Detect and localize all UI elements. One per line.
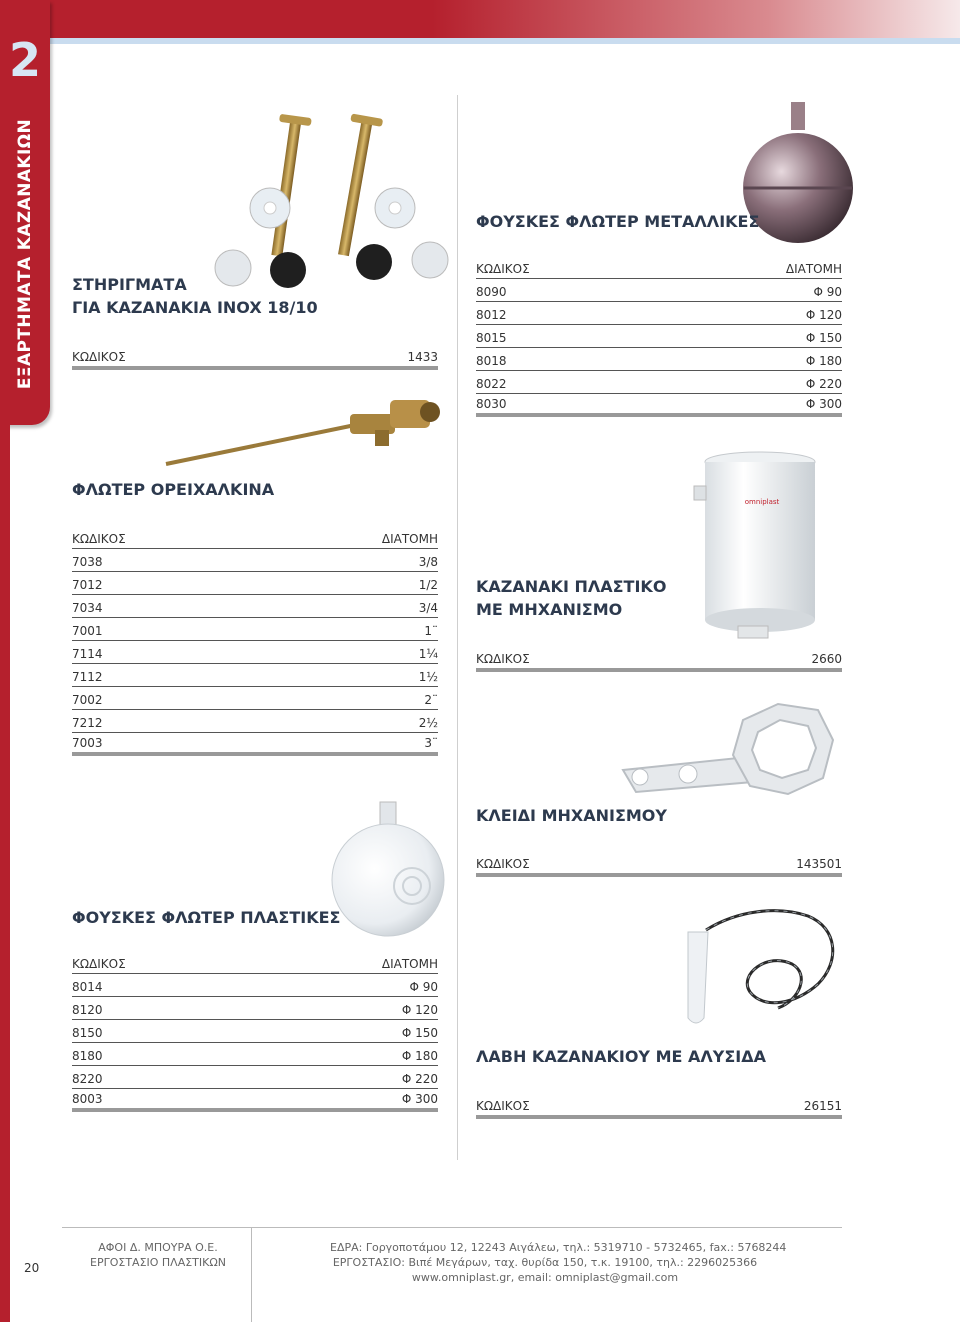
plastic-tank-title: ΚΑΖΑΝΑΚΙ ΠΛΑΣΤΙΚΟ ΜΕ ΜΗΧΑΝΙΣΜΟ	[476, 577, 667, 619]
column-divider	[457, 95, 458, 1160]
header-accent-line	[50, 38, 960, 44]
footer-column-divider	[251, 1228, 252, 1322]
key-code-table	[476, 851, 842, 877]
table-row: ΚΩΔΙΚΟΣ 26151	[476, 1093, 842, 1119]
table-row: 8012 Φ 120	[476, 302, 842, 325]
table-row: 8030 Φ 300	[476, 394, 842, 417]
metal-floats-table	[476, 256, 842, 417]
table-header-row: ΚΩΔΙΚΟΣ ΔΙΑΤΟΜΗ	[476, 256, 842, 279]
table-row: ΚΩΔΙΚΟΣ 143501	[476, 851, 842, 877]
table-row: 8150 Φ 150	[72, 1020, 438, 1043]
brass-float-valve-photo	[160, 392, 445, 472]
supports-code-table	[72, 344, 438, 370]
table-row: 8014 Φ 90	[72, 974, 438, 997]
table-row: 7012 1/2	[72, 572, 438, 595]
table-row: ΚΩΔΙΚΟΣ 1433	[72, 344, 438, 370]
supports-title: ΣΤΗΡΙΓΜΑΤΑ ΓΙΑ ΚΑΖΑΝΑΚΙΑ INOX 18/10	[72, 275, 318, 317]
plastic-floats-title: ΦΟΥΣΚΕΣ ΦΛΩΤΕΡ ΠΛΑΣΤΙΚΕΣ	[72, 908, 341, 927]
page-number: 20	[24, 1261, 40, 1275]
table-row: 8090 Φ 90	[476, 279, 842, 302]
mechanism-key-photo	[618, 700, 838, 800]
footer-contact: ΕΔΡΑ: Γοργοποτάμου 12, 12243 Αιγάλεω, τηλ.: 5319710 - 5732465, fax.: 5768244 ΕΡΓΟΣΤΑΣΙΟ: Βιπέ Μεγάρων, ταχ. θυρίδα 150, τ.κ. 19100, τηλ.: 2296025366 www.omniplast.gr, email: omniplast@gmail.com	[330, 1241, 787, 1284]
plastic-float-ball-photo	[328, 800, 450, 940]
table-row: 8003 Φ 300	[72, 1089, 438, 1112]
plastic-floats-table	[72, 951, 438, 1112]
table-row: 7038 3/8	[72, 549, 438, 572]
footer-divider	[62, 1227, 842, 1228]
table-header-row: ΚΩΔΙΚΟΣ ΔΙΑΤΟΜΗ	[72, 526, 438, 549]
brass-floats-table	[72, 526, 438, 756]
table-row: ΚΩΔΙΚΟΣ 2660	[476, 646, 842, 672]
tank-brand-label: omniplast	[744, 498, 780, 506]
table-header-row: ΚΩΔΙΚΟΣ ΔΙΑΤΟΜΗ	[72, 951, 438, 974]
key-title: ΚΛΕΙΔΙ ΜΗΧΑΝΙΣΜΟΥ	[476, 806, 667, 825]
chapter-title: ΕΞΑΡΤΗΜΑΤΑ ΚΑΖΑΝΑΚΙΩΝ	[15, 118, 35, 390]
table-row: 8120 Φ 120	[72, 997, 438, 1020]
table-row: 7002 2¨	[72, 687, 438, 710]
table-row: 7114 1¼	[72, 641, 438, 664]
table-row: 8018 Φ 180	[476, 348, 842, 371]
table-row: 7034 3/4	[72, 595, 438, 618]
plastic-tank-code-table	[476, 646, 842, 672]
table-row: 8015 Φ 150	[476, 325, 842, 348]
metal-floats-title: ΦΟΥΣΚΕΣ ΦΛΩΤΕΡ ΜΕΤΑΛΛΙΚΕΣ	[476, 212, 760, 231]
mounting-bolts-photo	[200, 110, 455, 295]
table-row: 8022 Φ 220	[476, 371, 842, 394]
table-row: 7112 1½	[72, 664, 438, 687]
table-row: 8180 Φ 180	[72, 1043, 438, 1066]
table-row: 8220 Φ 220	[72, 1066, 438, 1089]
table-row: 7212 2½	[72, 710, 438, 733]
header-gradient-bar	[0, 0, 960, 38]
table-row: 7003 3¨	[72, 733, 438, 756]
plastic-cistern-photo	[690, 448, 825, 643]
side-strip	[0, 425, 10, 1322]
footer-company: ΑΦΟΙ Δ. ΜΠΟΥΡΑ Ο.Ε. ΕΡΓΟΣΤΑΣΙΟ ΠΛΑΣΤΙΚΩΝ	[90, 1241, 226, 1269]
handle-code-table	[476, 1093, 842, 1119]
handle-chain-photo	[668, 900, 848, 1035]
table-row: 7001 1¨	[72, 618, 438, 641]
brass-floats-title: ΦΛΩΤΕΡ ΟΡΕΙΧΑΛΚΙΝΑ	[72, 480, 275, 499]
chapter-number: 2	[8, 33, 41, 87]
handle-title: ΛΑΒΗ ΚΑΖΑΝΑΚΙΟΥ ΜΕ ΑΛΥΣΙΔΑ	[476, 1047, 766, 1066]
